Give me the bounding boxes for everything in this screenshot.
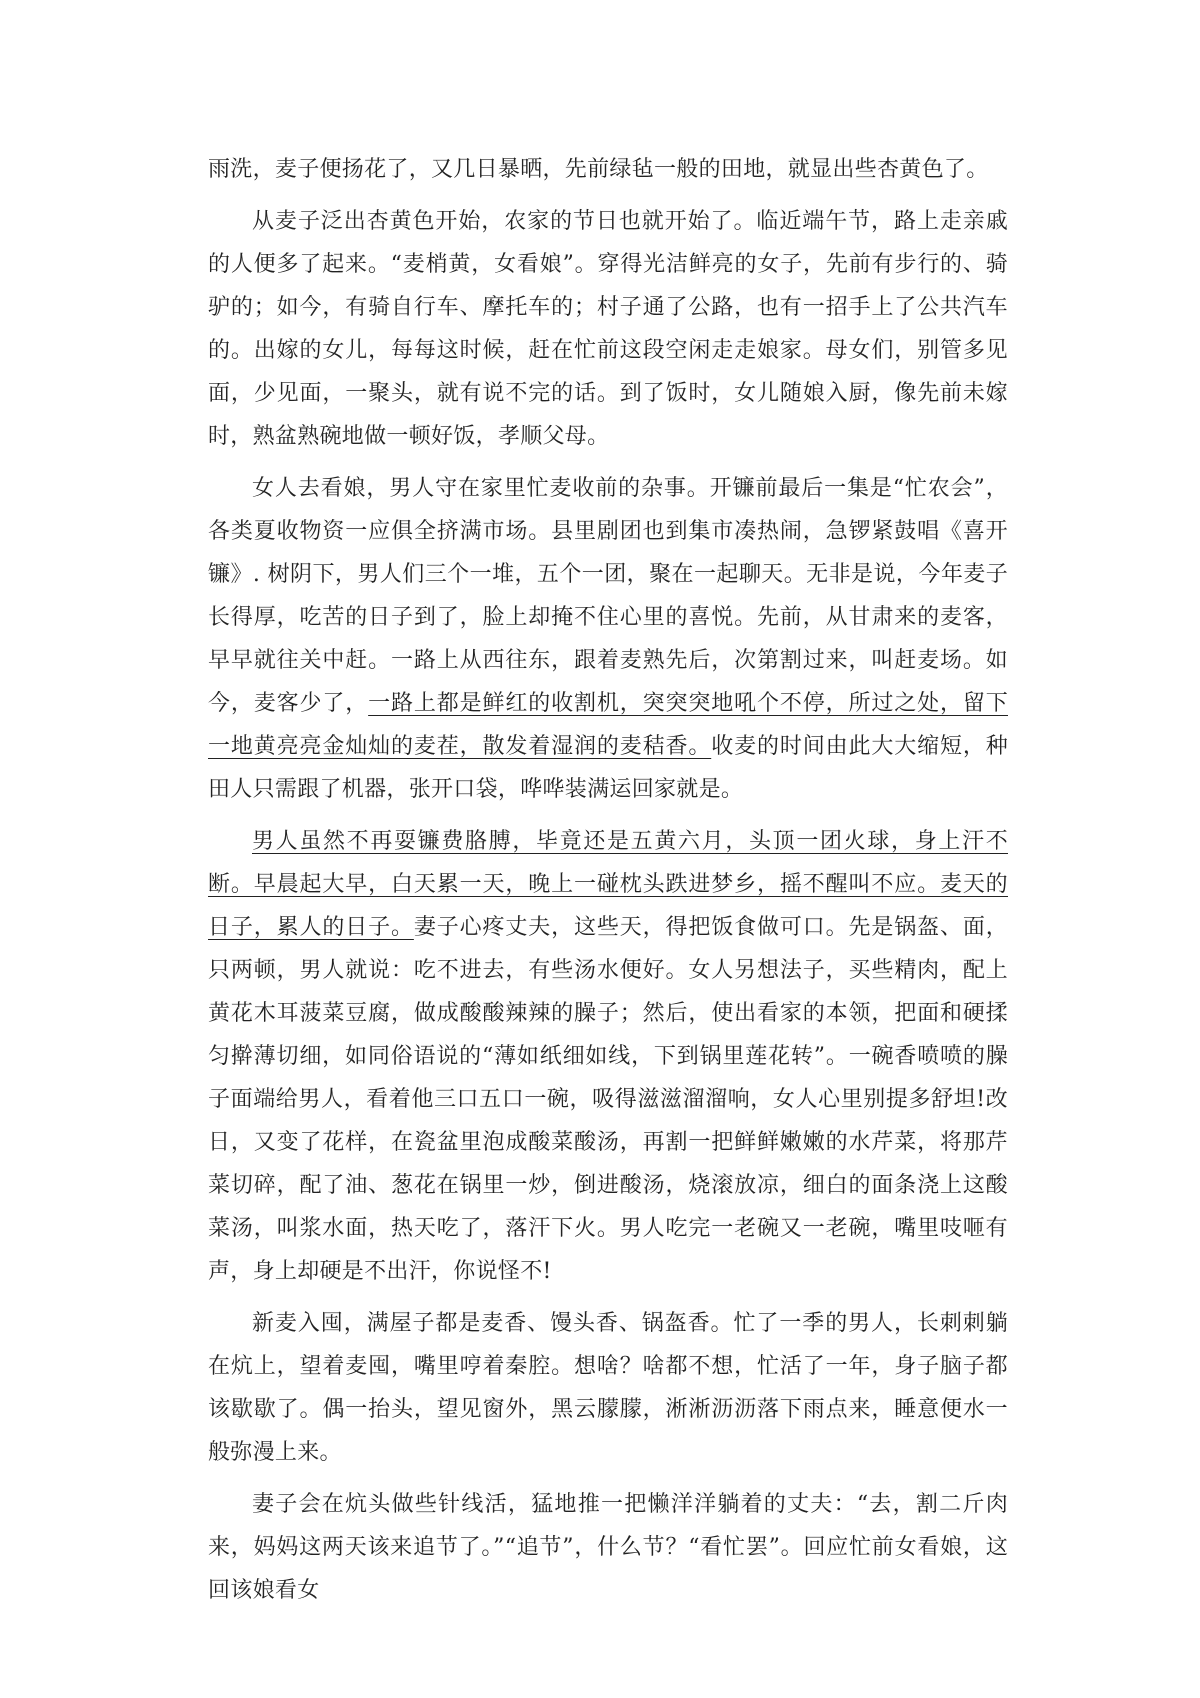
paragraph-4 — [208, 820, 1008, 1293]
paragraph-3-text-start: 女人去看娘，男人守在家里忙麦收前的杂事。开镰前最后一集是“忙农会”，各类夏收物资一应俱全挤满市场。县里剧团也到集市凑热闹，急锣紧鼓唱《喜开镰》. 树阴下，男人们三个一堆，五个一团，聚在一起聊天。无非是说，今年麦子长得厚，吃苦的日子到了，脸上却掩不住心里的喜悦。先前，从甘肃来的麦客，早早就往关中赶。一路上从西往东，跟着麦熟先后，次第割过来，叫赶麦场。如今，麦客少了， — [208, 476, 1008, 716]
paragraph-1-text: 雨洗，麦子便扬花了，又几日暴晒，先前绿毡一般的田地，就显出些杏黄色了。 — [208, 157, 989, 182]
article-body — [208, 148, 1008, 1621]
paragraph-5 — [208, 1302, 1008, 1474]
paragraph-1 — [208, 148, 1008, 191]
paragraph-2-text: 从麦子泛出杏黄色开始，农家的节日也就开始了。临近端午节，路上走亲戚的人便多了起来。“麦梢黄，女看娘”。穿得光洁鲜亮的女子，先前有步行的、骑驴的；如今，有骑自行车、摩托车的；村子通了公路，也有一招手上了公共汽车的。出嫁的女儿，每每这时候，赶在忙前这段空闲走走娘家。母女们，别管多见面，少见面，一聚头，就有说不完的话。到了饭时，女儿随娘入厨，像先前未嫁时，熟盆熟碗地做一顿好饭，孝顺父母。 — [208, 209, 1008, 449]
paragraph-2 — [208, 200, 1008, 458]
paragraph-6 — [208, 1483, 1008, 1612]
paragraph-6-text: 妻子会在炕头做些针线活，猛地推一把懒洋洋躺着的丈夫：“去，割二斤肉来，妈妈这两天该来追节了。”“追节”，什么节？“看忙罢”。回应忙前女看娘，这回该娘看女 — [208, 1492, 1008, 1603]
paragraph-4-underlined-sentence: 男人虽然不再耍镰费胳膊，毕竟还是五黄六月，头顶一团火球，身上汗不断。早晨起大早，白天累一天，晚上一碰枕头跌进梦乡，摇不醒叫不应。麦天的日子，累人的日子。 — [208, 829, 1008, 940]
paragraph-3 — [208, 467, 1008, 811]
paragraph-3-text-end: 收麦的时间由此大大缩短，种田人只需跟了机器，张开口袋，哗哗装满运回家就是。 — [208, 734, 1008, 802]
paragraph-5-text: 新麦入囤，满屋子都是麦香、馒头香、锅盔香。忙了一季的男人，长刺刺躺在炕上，望着麦囤，嘴里哼着秦腔。想啥？啥都不想，忙活了一年，身子脑子都该歇歇了。偶一抬头，望见窗外，黑云朦朦，淅淅沥沥落下雨点来，睡意便水一般弥漫上来。 — [208, 1311, 1008, 1465]
paragraph-4-text-end: 妻子心疼丈夫，这些天，得把饭食做可口。先是锅盔、面，只两顿，男人就说：吃不进去，有些汤水便好。女人另想法子，买些精肉，配上黄花木耳菠菜豆腐，做成酸酸辣辣的臊子；然后，使出看家的本领，把面和硬揉匀擀薄切细，如同俗语说的“薄如纸细如线，下到锅里莲花转”。一碗香喷喷的臊子面端给男人，看着他三口五口一碗，吸得滋滋溜溜响，女人心里别提多舒坦!改日，又变了花样，在瓷盆里泡成酸菜酸汤，再割一把鲜鲜嫩嫩的水芹菜，将那芹菜切碎，配了油、葱花在锅里一炒，倒进酸汤，烧滚放凉，细白的面条浇上这酸菜汤，叫浆水面，热天吃了，落汗下火。男人吃完一老碗又一老碗，嘴里吱咂有声，身上却硬是不出汗，你说怪不! — [208, 915, 1008, 1284]
paragraph-3-underlined-sentence: 一路上都是鲜红的收割机，突突突地吼个不停，所过之处，留下一地黄亮亮金灿灿的麦茬，散发着湿润的麦秸香。 — [208, 691, 1008, 759]
